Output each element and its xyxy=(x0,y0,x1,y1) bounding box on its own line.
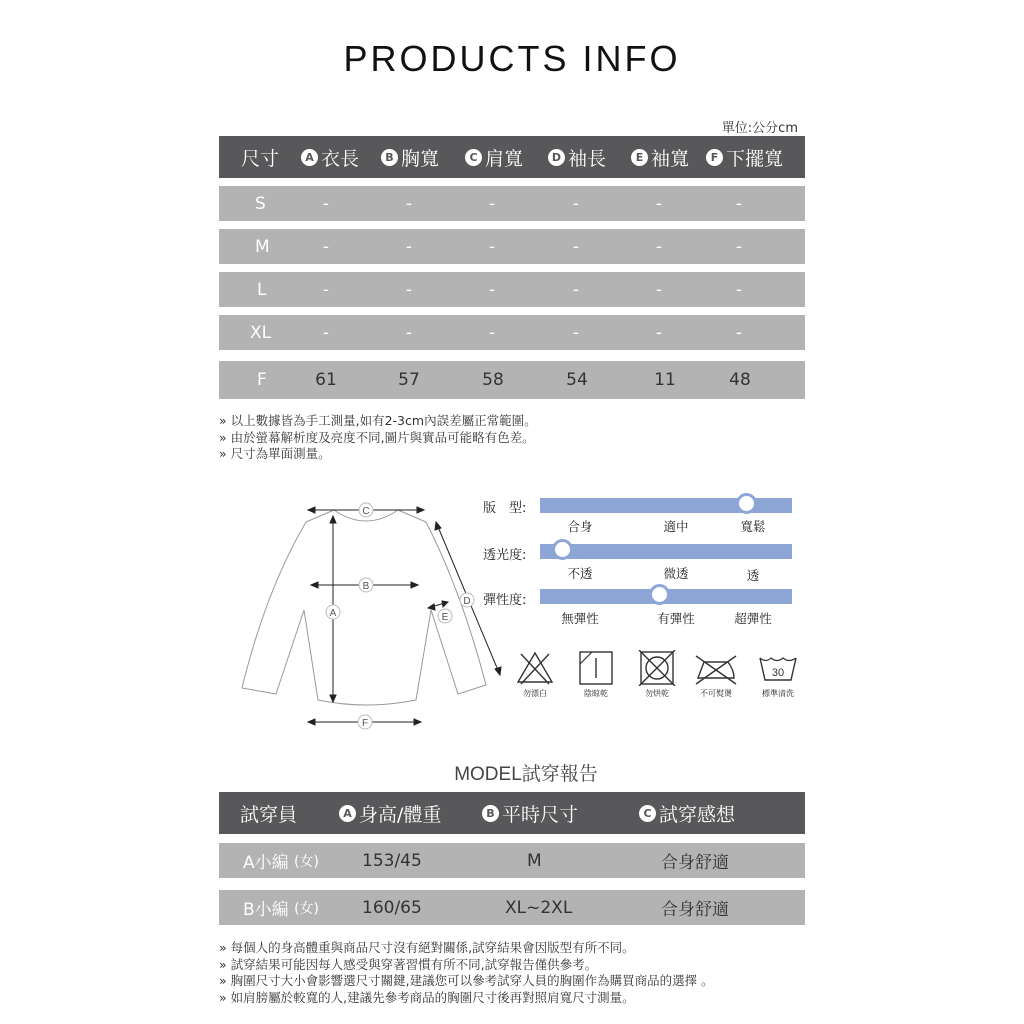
opacity-knob xyxy=(552,539,573,560)
opacity-bar xyxy=(540,544,792,559)
note-item: » 由於螢幕解析度及亮度不同,圖片與實品可能略有色差。 xyxy=(219,430,537,447)
model-name-text: A小編 xyxy=(243,853,289,873)
value-d: 54 xyxy=(566,370,588,390)
elasticity-tick: 無彈性 xyxy=(561,611,599,626)
note-item: » 尺寸為單面測量。 xyxy=(219,446,537,463)
elasticity-tick: 有彈性 xyxy=(657,611,695,626)
model-name xyxy=(243,890,319,925)
badge-b: B xyxy=(381,149,398,166)
value-b: - xyxy=(405,193,413,214)
badge-e: E xyxy=(631,149,648,166)
elasticity-label: 彈性度: xyxy=(483,593,527,608)
size-row-m xyxy=(219,229,805,264)
value-f: 48 xyxy=(729,370,751,390)
header-feedback xyxy=(639,792,735,834)
value-c: 58 xyxy=(482,370,504,390)
model-row xyxy=(219,890,805,925)
size-label: M xyxy=(255,236,270,257)
value-f: - xyxy=(735,322,743,343)
care-no-bleach xyxy=(505,650,565,699)
header-height-weight xyxy=(339,792,441,834)
opacity-tick: 透 xyxy=(746,568,760,583)
value-b: - xyxy=(405,279,413,300)
header-col-f xyxy=(706,136,783,178)
opacity-label: 透光度: xyxy=(483,548,527,563)
care-no-iron xyxy=(686,650,746,699)
value-a: 61 xyxy=(315,370,337,390)
header-col-b-label: 胸寬 xyxy=(401,147,440,170)
model-name xyxy=(243,843,319,878)
model-gender: (女) xyxy=(294,853,319,870)
fit-tick: 寬鬆 xyxy=(740,519,766,534)
size-row-l xyxy=(219,272,805,307)
elasticity-bar xyxy=(540,589,792,604)
header-col-b xyxy=(381,136,439,178)
value-c: - xyxy=(488,193,496,214)
label-d: D xyxy=(463,596,471,607)
header-usual-size-label: 平時尺寸 xyxy=(502,803,579,826)
opacity-tick: 不透 xyxy=(567,566,593,581)
size-label: XL xyxy=(250,322,272,343)
model-title: MODEL試穿報告 xyxy=(454,764,598,785)
value-f: - xyxy=(735,193,743,214)
value-a: - xyxy=(322,322,330,343)
note-item: » 如肩膀屬於較寬的人,建議先參考商品的胸圍尺寸後再對照肩寬尺寸測量。 xyxy=(219,990,714,1007)
wash-30-icon xyxy=(756,650,800,686)
value-e: - xyxy=(655,193,663,214)
value-c: - xyxy=(488,279,496,300)
model-height-weight: 153/45 xyxy=(362,850,422,871)
value-e: 11 xyxy=(654,370,676,390)
opacity-tick: 微透 xyxy=(663,566,689,581)
wash-temp: 30 xyxy=(771,667,785,679)
care-shade-dry xyxy=(566,650,626,699)
note-item: » 試穿結果可能因每人感受與穿著習慣有所不同,試穿報告僅供參考。 xyxy=(219,957,714,974)
value-a: - xyxy=(322,193,330,214)
model-name-text: B小編 xyxy=(243,900,289,920)
badge-f: F xyxy=(706,149,723,166)
fitting-notes xyxy=(219,940,714,1006)
model-usual-size: M xyxy=(527,850,542,871)
care-label: 勿烘乾 xyxy=(645,689,669,698)
header-col-d xyxy=(548,136,606,178)
value-b: - xyxy=(405,236,413,257)
garment-diagram xyxy=(236,490,506,735)
fit-tick: 適中 xyxy=(663,519,689,534)
elasticity-tick: 超彈性 xyxy=(734,611,772,626)
value-c: - xyxy=(488,322,496,343)
care-label: 勿漂白 xyxy=(523,689,547,698)
value-a: - xyxy=(322,236,330,257)
badge-b: B xyxy=(482,805,499,822)
header-feedback-label: 試穿感想 xyxy=(659,803,736,826)
model-usual-size: XL~2XL xyxy=(505,897,573,918)
elasticity-knob xyxy=(649,584,670,605)
value-d: - xyxy=(572,322,580,343)
measurement-notes xyxy=(219,413,537,463)
value-c: - xyxy=(488,236,496,257)
size-row-s xyxy=(219,186,805,221)
header-col-f-label: 下擺寬 xyxy=(726,147,784,170)
fit-label: 版 型: xyxy=(483,501,527,516)
label-f: F xyxy=(361,718,369,729)
header-height-weight-label: 身高/體重 xyxy=(359,803,442,826)
care-label: 標準清洗 xyxy=(762,689,794,698)
page-title: PRODUCTS INFO xyxy=(343,38,681,79)
model-feedback: 合身舒適 xyxy=(661,853,729,873)
no-bleach-icon xyxy=(515,650,555,686)
fabric-scales xyxy=(483,495,803,630)
note-item: » 每個人的身高體重與商品尺寸沒有絕對關係,試穿結果會因版型有所不同。 xyxy=(219,940,714,957)
header-col-a xyxy=(301,136,359,178)
header-col-c xyxy=(465,136,523,178)
badge-a: A xyxy=(301,149,318,166)
value-d: - xyxy=(572,193,580,214)
model-table-header xyxy=(219,792,805,834)
unit-label: 單位:公分cm xyxy=(721,121,798,136)
header-col-a-label: 衣長 xyxy=(321,147,360,170)
fit-tick: 合身 xyxy=(567,519,593,534)
header-size: 尺寸 xyxy=(241,147,280,170)
size-row-f xyxy=(219,361,805,399)
value-a: - xyxy=(322,279,330,300)
fit-knob xyxy=(736,493,757,514)
value-e: - xyxy=(655,236,663,257)
label-c: C xyxy=(362,506,370,517)
size-label: L xyxy=(257,279,267,300)
value-f: - xyxy=(735,236,743,257)
care-wash-30 xyxy=(748,650,808,699)
value-e: - xyxy=(655,279,663,300)
size-label: S xyxy=(255,193,266,214)
label-a: A xyxy=(329,608,337,619)
model-gender: (女) xyxy=(294,900,320,917)
label-e: E xyxy=(441,612,449,623)
value-b: 57 xyxy=(398,370,420,390)
badge-c: C xyxy=(639,805,656,822)
care-label: 不可熨燙 xyxy=(700,689,732,698)
care-no-tumble-dry xyxy=(627,650,687,699)
model-height-weight: 160/65 xyxy=(362,897,422,918)
size-label: F xyxy=(257,370,267,390)
size-row-xl xyxy=(219,315,805,350)
header-usual-size xyxy=(482,792,578,834)
value-d: - xyxy=(572,279,580,300)
label-b: B xyxy=(362,581,370,592)
value-d: - xyxy=(572,236,580,257)
fit-bar xyxy=(540,498,792,513)
care-label: 陰晾乾 xyxy=(584,689,608,698)
shade-dry-icon xyxy=(576,650,616,686)
badge-a: A xyxy=(339,805,356,822)
model-feedback: 合身舒適 xyxy=(661,900,729,920)
model-row xyxy=(219,843,805,878)
value-f: - xyxy=(735,279,743,300)
size-table-header xyxy=(219,136,805,178)
header-col-c-label: 肩寬 xyxy=(485,147,524,170)
header-tester: 試穿員 xyxy=(240,803,298,826)
no-tumble-dry-icon xyxy=(637,650,677,686)
badge-c: C xyxy=(465,149,482,166)
value-b: - xyxy=(405,322,413,343)
value-e: - xyxy=(655,322,663,343)
note-item: » 以上數據皆為手工測量,如有2-3cm內誤差屬正常範圍。 xyxy=(219,413,537,430)
header-col-e xyxy=(631,136,689,178)
badge-d: D xyxy=(548,149,565,166)
header-col-d-label: 袖長 xyxy=(568,147,607,170)
no-iron-icon xyxy=(694,650,738,686)
header-col-e-label: 袖寬 xyxy=(651,147,690,170)
note-item: » 胸圍尺寸大小會影響選尺寸關鍵,建議您可以參考試穿人員的胸圍作為購買商品的選擇 。 xyxy=(219,973,714,990)
